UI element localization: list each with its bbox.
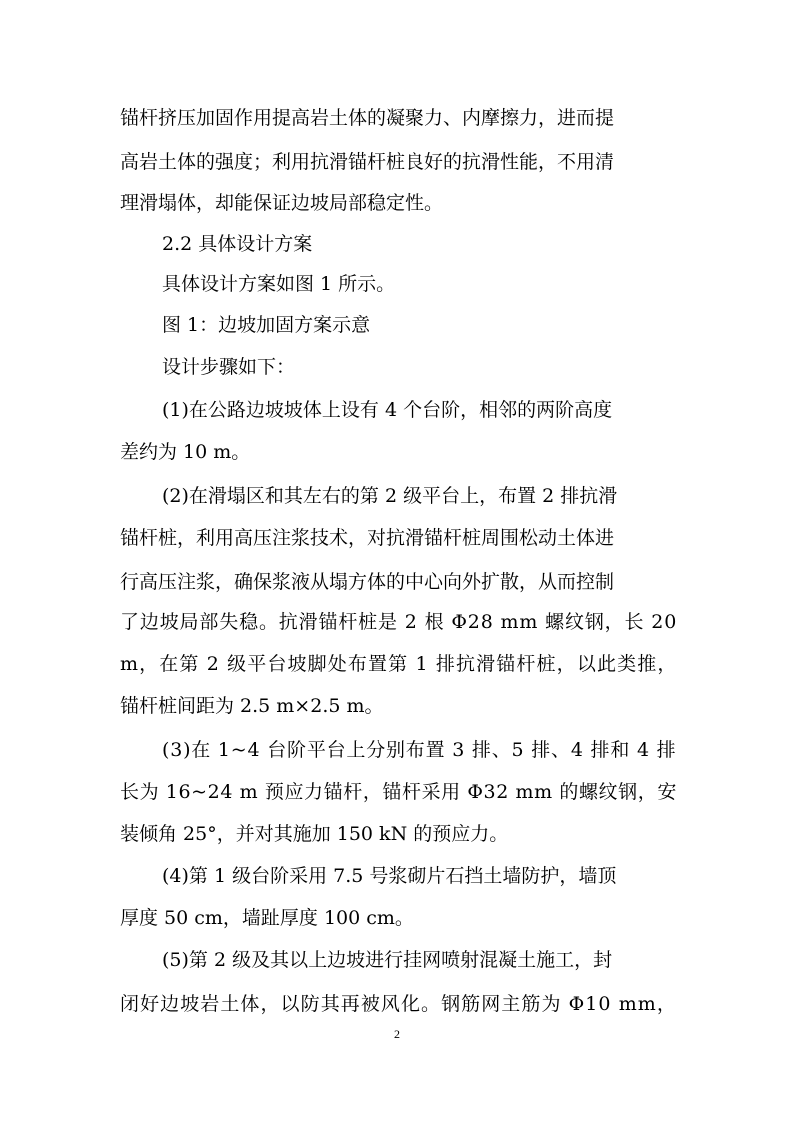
body-line: m，在第 2 级平台坡脚处布置第 1 排抗滑锚杆桩，以此类推， [120, 653, 678, 675]
body-line: (1)在公路边坡坡体上设有 4 个台阶，相邻的两阶高度 [162, 399, 613, 421]
body-line: 锚杆桩间距为 2.5 m×2.5 m。 [120, 695, 384, 717]
body-line: 具体设计方案如图 1 所示。 [162, 273, 396, 295]
body-line: 行高压注浆，确保浆液从塌方体的中心向外扩散，从而控制 [120, 571, 615, 593]
body-line: (5)第 2 级及其以上边坡进行挂网喷射混凝土施工，封 [162, 949, 613, 971]
section-heading: 2.2 具体设计方案 [162, 233, 313, 255]
body-line: (4)第 1 级台阶采用 7.5 号浆砌片石挡土墙防护，墙顶 [162, 865, 617, 887]
body-line: 锚杆桩，利用高压注浆技术，对抗滑锚杆桩周围松动土体进 [120, 527, 615, 549]
figure-caption: 图 1：边坡加固方案示意 [162, 314, 371, 336]
page-number: 2 [394, 1027, 400, 1041]
body-line: 厚度 50 cm，墙趾厚度 100 cm。 [120, 907, 414, 929]
body-line: 理滑塌体，却能保证边坡局部稳定性。 [120, 192, 444, 214]
body-line: 长为 16~24 m 预应力锚杆，锚杆采用 Φ32 mm 的螺纹钢，安 [120, 781, 677, 803]
body-line: 设计步骤如下： [162, 356, 296, 378]
body-line: 高岩土体的强度；利用抗滑锚杆桩良好的抗滑性能，不用清 [120, 151, 615, 173]
body-line: 了边坡局部失稳。抗滑锚杆桩是 2 根 Φ28 mm 螺纹钢，长 20 [120, 611, 678, 633]
body-line: 差约为 10 m。 [120, 441, 251, 463]
body-line: 装倾角 25°，并对其施加 150 kN 的预应力。 [120, 823, 509, 845]
body-line: 锚杆挤压加固作用提高岩土体的凝聚力、内摩擦力，进而提 [120, 107, 615, 129]
body-line: (2)在滑塌区和其左右的第 2 级平台上，布置 2 排抗滑 [162, 485, 618, 507]
body-line: (3)在 1~4 台阶平台上分别布置 3 排、5 排、4 排和 4 排 [162, 739, 677, 761]
body-line: 闭好边坡岩土体，以防其再被风化。钢筋网主筋为 Φ10 mm， [120, 993, 677, 1015]
